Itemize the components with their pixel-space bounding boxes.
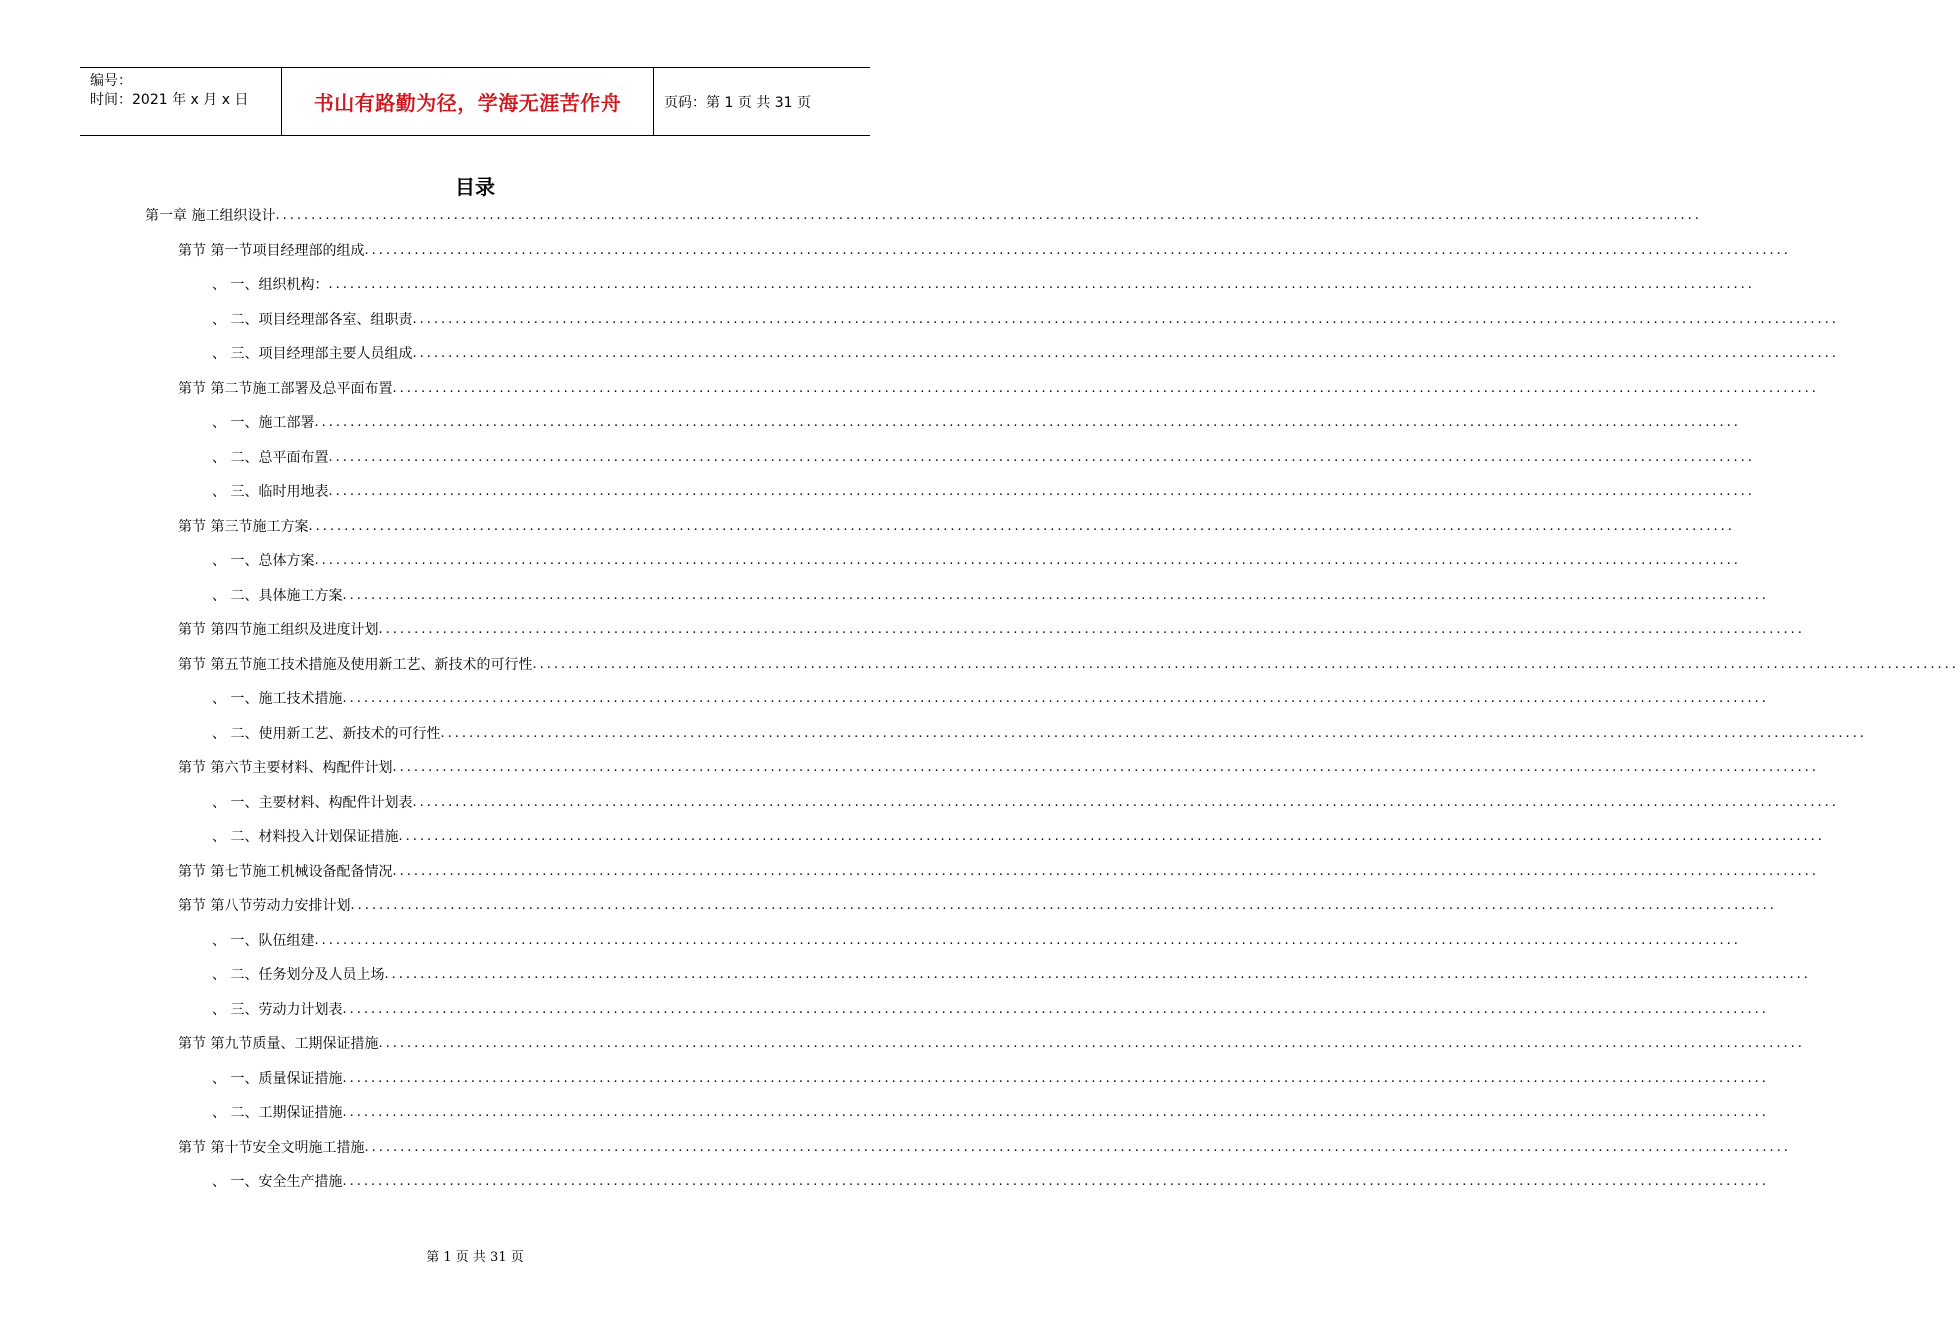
toc-entry[interactable] xyxy=(212,481,1755,501)
toc-entry[interactable] xyxy=(178,240,1791,260)
toc-leader-dots: ........................................................................................................................................................................................................ xyxy=(328,450,1755,465)
toc-entry[interactable] xyxy=(212,274,1755,294)
toc-entry-label: 、 二、具体施工方案 xyxy=(212,588,343,604)
toc-entry-label: 第节 第二节施工部署及总平面布置 xyxy=(178,381,393,397)
toc-leader-dots: ........................................................................................................................................................................................................ xyxy=(412,346,1839,361)
toc-entry-label: 第节 第六节主要材料、构配件计划 xyxy=(178,760,393,776)
toc-entry[interactable] xyxy=(178,861,1819,881)
toc-leader-dots: ........................................................................................................................................................................................................ xyxy=(392,381,1819,396)
toc-leader-dots: ........................................................................................................................................................................................................ xyxy=(412,795,1839,810)
toc-entry[interactable] xyxy=(178,1033,1805,1053)
toc-leader-dots: ........................................................................................................................................................................................................ xyxy=(440,726,1867,741)
toc-leader-dots: ........................................................................................................................................................................................................ xyxy=(342,1174,1769,1189)
toc-entry[interactable] xyxy=(212,585,1769,605)
toc-entry[interactable] xyxy=(178,619,1805,639)
toc-leader-dots: ........................................................................................................................................................................................................ xyxy=(532,657,1959,672)
toc-entry[interactable] xyxy=(212,964,1811,984)
toc-entry[interactable] xyxy=(212,447,1755,467)
toc-leader-dots: ........................................................................................................................................................................................................ xyxy=(384,967,1811,982)
toc-entry-label: 第节 第三节施工方案 xyxy=(178,519,309,535)
toc-leader-dots: ........................................................................................................................................................................................................ xyxy=(392,760,1819,775)
toc-entry[interactable] xyxy=(212,688,1769,708)
toc-leader-dots: ........................................................................................................................................................................................................ xyxy=(314,415,1741,430)
toc-entry-label: 第节 第四节施工组织及进度计划 xyxy=(178,622,379,638)
toc-entry[interactable] xyxy=(212,826,1825,846)
header-motto: 书山有路勤为径，学海无涯苦作舟 xyxy=(282,68,654,135)
toc-entry-label: 第节 第七节施工机械设备配备情况 xyxy=(178,864,393,880)
toc-leader-dots: ........................................................................................................................................................................................................ xyxy=(412,312,1839,327)
toc-entry-label: 、 一、队伍组建 xyxy=(212,933,315,949)
toc-leader-dots: ........................................................................................................................................................................................................ xyxy=(342,691,1769,706)
toc-entry-label: 第节 第一节项目经理部的组成 xyxy=(178,243,365,259)
toc-leader-dots: ........................................................................................................................................................................................................ xyxy=(392,864,1819,879)
toc-entry-label: 、 二、项目经理部各室、组职责 xyxy=(212,312,413,328)
toc-entry-label: 、 二、工期保证措施 xyxy=(212,1105,343,1121)
toc-leader-dots: ........................................................................................................................................................................................................ xyxy=(398,829,1825,844)
toc-entry-label: 第一章 施工组织设计 xyxy=(145,208,276,224)
toc-entry-label: 、 一、组织机构： xyxy=(212,277,329,293)
document-header xyxy=(80,67,870,136)
toc-entry-label: 、 一、施工部署 xyxy=(212,415,315,431)
header-page-code: 页码：第 1 页 共 31 页 xyxy=(664,94,811,111)
toc-entry-label: 第节 第十节安全文明施工措施 xyxy=(178,1140,365,1156)
toc-entry-label: 、 一、主要材料、构配件计划表 xyxy=(212,795,413,811)
toc-entry-label: 、 二、任务划分及人员上场 xyxy=(212,967,385,983)
toc-leader-dots: ........................................................................................................................................................................................................ xyxy=(342,1105,1769,1120)
toc-entry[interactable] xyxy=(212,1171,1769,1191)
toc-leader-dots: ........................................................................................................................................................................................................ xyxy=(342,1071,1769,1086)
toc-leader-dots: ........................................................................................................................................................................................................ xyxy=(378,1036,1805,1051)
toc-entry[interactable] xyxy=(212,723,1867,743)
toc-entry-label: 、 一、安全生产措施 xyxy=(212,1174,343,1190)
toc-entry-label: 第节 第八节劳动力安排计划 xyxy=(178,898,351,914)
toc-entry-label: 、 一、施工技术措施 xyxy=(212,691,343,707)
page-footer: 第 1 页 共 31 页 xyxy=(426,1250,524,1265)
document-time-label: 时间：2021 年 x 月 x 日 xyxy=(90,92,249,108)
toc-entry[interactable] xyxy=(178,757,1819,777)
toc-entry-label: 、 一、质量保证措施 xyxy=(212,1071,343,1087)
toc-entry[interactable] xyxy=(212,1068,1769,1088)
toc-entry[interactable] xyxy=(178,378,1819,398)
toc-leader-dots: ........................................................................................................................................................................................................ xyxy=(350,898,1777,913)
toc-entry[interactable] xyxy=(178,895,1777,915)
toc-entry-label: 、 三、劳动力计划表 xyxy=(212,1002,343,1018)
toc-entry-label: 、 三、项目经理部主要人员组成 xyxy=(212,346,413,362)
toc-entry[interactable] xyxy=(145,205,1702,225)
toc-leader-dots: ........................................................................................................................................................................................................ xyxy=(342,1002,1769,1017)
toc-entry[interactable] xyxy=(212,930,1741,950)
toc-leader-dots: ........................................................................................................................................................................................................ xyxy=(364,243,1791,258)
toc-entry[interactable] xyxy=(212,412,1741,432)
toc-leader-dots: ........................................................................................................................................................................................................ xyxy=(328,277,1755,292)
toc-leader-dots: ........................................................................................................................................................................................................ xyxy=(314,553,1741,568)
toc-entry[interactable] xyxy=(178,654,1959,674)
toc-entry[interactable] xyxy=(212,1102,1769,1122)
toc-entry[interactable] xyxy=(212,999,1769,1019)
toc-entry[interactable] xyxy=(178,1137,1791,1157)
toc-entry[interactable] xyxy=(178,516,1735,536)
toc-entry-label: 、 一、总体方案 xyxy=(212,553,315,569)
toc-entry-label: 、 二、材料投入计划保证措施 xyxy=(212,829,399,845)
toc-leader-dots: ........................................................................................................................................................................................................ xyxy=(314,933,1741,948)
toc-leader-dots: ........................................................................................................................................................................................................ xyxy=(328,484,1755,499)
toc-entry[interactable] xyxy=(212,309,1839,329)
toc-title: 目录 xyxy=(455,175,495,199)
toc-leader-dots: ........................................................................................................................................................................................................ xyxy=(364,1140,1791,1155)
toc-entry[interactable] xyxy=(212,792,1839,812)
toc-leader-dots: ........................................................................................................................................................................................................ xyxy=(342,588,1769,603)
header-info-cell xyxy=(80,68,282,135)
toc-leader-dots: ........................................................................................................................................................................................................ xyxy=(378,622,1805,637)
toc-entry-label: 、 二、总平面布置 xyxy=(212,450,329,466)
toc-entry-label: 、 二、使用新工艺、新技术的可行性 xyxy=(212,726,441,742)
toc-entry[interactable] xyxy=(212,550,1741,570)
toc-entry-label: 、 三、临时用地表 xyxy=(212,484,329,500)
toc-entry[interactable] xyxy=(212,343,1839,363)
toc-entry-label: 第节 第五节施工技术措施及使用新工艺、新技术的可行性 xyxy=(178,657,533,673)
toc-leader-dots: ........................................................................................................................................................................................................ xyxy=(308,519,1735,534)
toc-leader-dots: ........................................................................................................................................................................................................ xyxy=(275,208,1702,223)
toc-entry-label: 第节 第九节质量、工期保证措施 xyxy=(178,1036,379,1052)
document-number-label: 编号： xyxy=(90,73,132,89)
